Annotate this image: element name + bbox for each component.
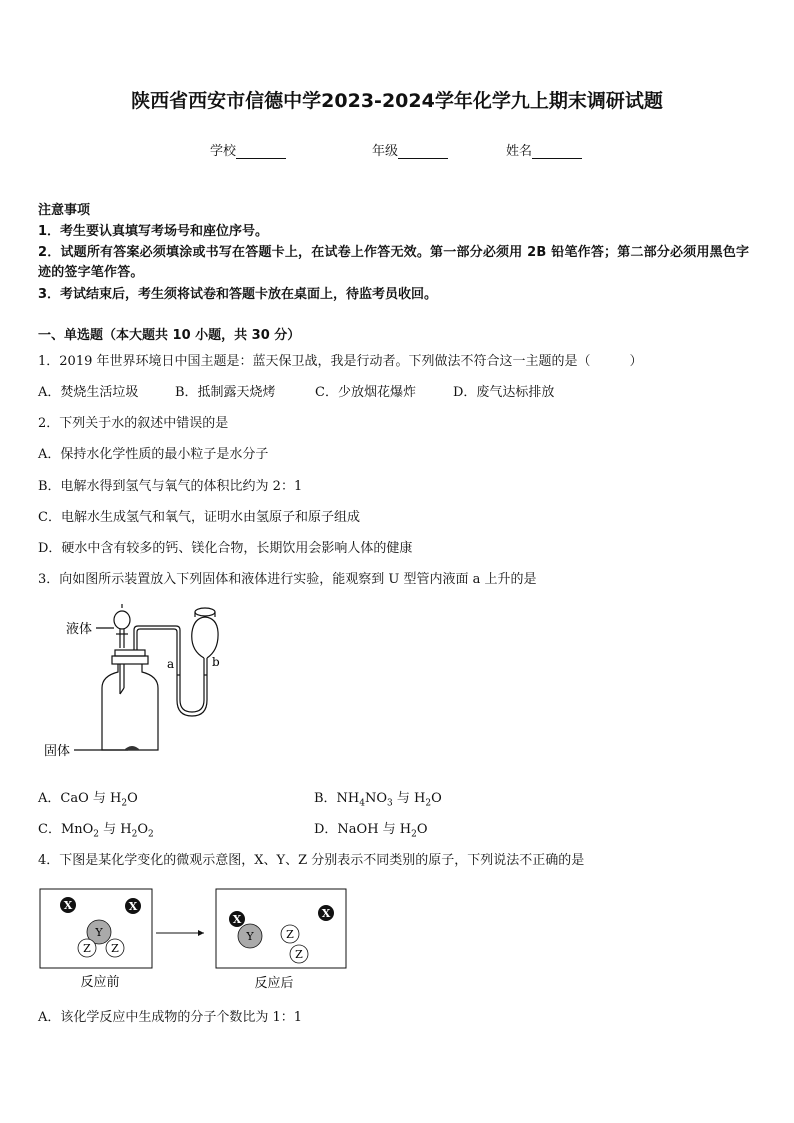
q2-option-d: D．硬水中含有较多的钙、镁化合物，长期饮用会影响人体的健康 [38, 541, 413, 556]
q2-option-b: B．电解水得到氢气与氧气的体积比约为 2：1 [38, 479, 303, 494]
q1-option-b: B．抵制露天烧烤 [175, 385, 276, 400]
q2-stem: 2．下列关于水的叙述中错误的是 [38, 416, 229, 431]
label-b: b [212, 655, 220, 669]
q1-option-c: C．少放烟花爆炸 [315, 385, 416, 400]
grade-blank [398, 146, 448, 159]
after-x-1: X [232, 913, 242, 926]
before-z-2: Z [111, 942, 119, 955]
page-title: 陕西省西安市信德中学2023-2024学年化学九上期末调研试题 [131, 90, 663, 112]
q3-option-d: D．NaOH 与 $H_2O$ [314, 822, 428, 840]
before-y: Y [95, 926, 103, 939]
after-label: 反应后 [254, 976, 294, 991]
name-field [506, 140, 582, 159]
q1-stem: 1．2019 年世界环境日中国主题是：蓝天保卫战，我是行动者。下列做法不符合这一主题的是（ ） [38, 354, 643, 369]
name-label: 姓名 [506, 144, 533, 159]
school-label: 学校 [210, 144, 237, 159]
grade-field [372, 140, 448, 159]
school-field [210, 140, 286, 159]
liquid-label: 液体 [66, 622, 93, 637]
q4-stem: 4．下图是某化学变化的微观示意图，X、Y、Z 分别表示不同类别的原子，下列说法不正确的是 [38, 853, 585, 868]
u-tube-bulb [192, 617, 218, 658]
before-x-1: X [63, 899, 73, 912]
solid-label: 固体 [44, 744, 71, 759]
before-x-2: X [128, 900, 138, 913]
separatory-funnel [114, 611, 130, 629]
grade-label: 年级 [372, 144, 399, 159]
solid-pile [124, 746, 140, 750]
bottle [102, 662, 158, 750]
q2-option-a: A．保持水化学性质的最小粒子是水分子 [38, 447, 269, 462]
notice-heading: 注意事项 [38, 203, 91, 218]
before-label: 反应前 [80, 975, 120, 990]
after-z-2: Z [295, 948, 303, 961]
q1-option-d: D．废气达标排放 [453, 385, 555, 400]
q4-option-a: A．该化学反应中生成物的分子个数比为 1：1 [38, 1010, 303, 1025]
after-box [216, 889, 346, 968]
q1-option-a: A．焚烧生活垃圾 [38, 385, 139, 400]
name-blank [532, 146, 582, 159]
notice-item-1: 1．考生要认真填写考场号和座位序号。 [38, 224, 269, 239]
q3-option-b: B．$NH_4NO_3$ 与 $H_2O$ [314, 791, 442, 809]
q3-apparatus-figure [40, 600, 240, 765]
before-z-1: Z [83, 942, 91, 955]
notice-item-2: 2．试题所有答案必须填涂或书写在答题卡上，在试卷上作答无效。第一部分必须用 2B 铅笔作答；第二部分必须用黑色字迹的签字笔作答。 [38, 245, 750, 280]
notice-item-3: 3．考试结束后，考生须将试卷和答题卡放在桌面上，待监考员收回。 [38, 287, 438, 302]
q3-stem: 3．向如图所示装置放入下列固体和液体进行实验，能观察到 U 型管内液面 a 上升的是 [38, 572, 537, 587]
q4-reaction-diagram [38, 886, 350, 996]
after-z-1: Z [286, 928, 294, 941]
section-heading: 一、单选题（本大题共 10 小题，共 30 分） [38, 328, 301, 343]
after-y: Y [246, 930, 254, 943]
label-a: a [167, 657, 175, 671]
stopper [112, 656, 148, 664]
after-x-2: X [321, 907, 331, 920]
q3-option-c: C．MnO$_2$ 与 $H_2O_2$ [38, 822, 154, 840]
q2-option-c: C．电解水生成氢气和氧气，证明水由氢原子和原子组成 [38, 510, 360, 525]
q3-option-a: A．CaO 与 $H_2O$ [38, 791, 138, 809]
school-blank [236, 146, 286, 159]
